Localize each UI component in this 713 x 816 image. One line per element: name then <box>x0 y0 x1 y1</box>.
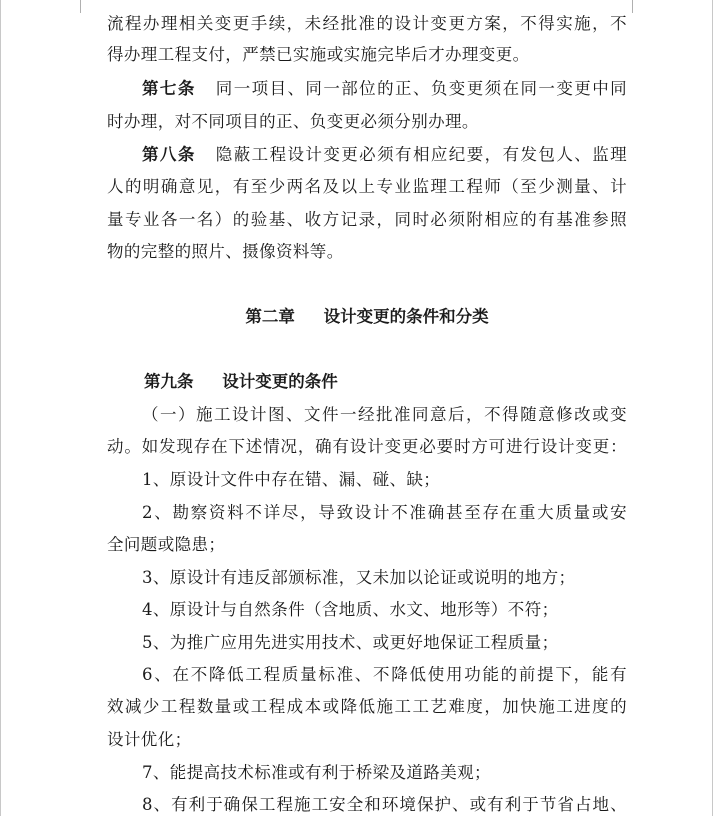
article-9-title: 设计变更的条件 <box>222 372 338 391</box>
article-8-line-4: 物的完整的照片、摄像资料等。 <box>107 242 344 261</box>
chapter-heading <box>107 306 627 328</box>
list-item-5: 5、为推广应用先进实用技术、或更好地保证工程质量； <box>142 633 559 652</box>
list-item-8-line-1: 8、有利于确保工程施工安全和环境保护、或有利于节省占地、 <box>142 795 627 814</box>
list-item-4: 4、原设计与自然条件（含地质、水文、地形等）不符； <box>142 600 559 619</box>
paragraph-line: 得办理工程支付，严禁已实施或实施完毕后才办理变更。 <box>107 45 530 64</box>
page-edge-left <box>0 0 1 816</box>
article-8-label: 第八条 <box>142 145 196 164</box>
chapter-title: 设计变更的条件和分类 <box>323 307 489 326</box>
article-9-label: 第九条 <box>144 372 194 391</box>
list-item-6-line-1: 6、在不降低工程质量标准、不降低使用功能的前提下，能有 <box>142 665 627 684</box>
list-item-1: 1、原设计文件中存在错、漏、碰、缺； <box>142 470 441 489</box>
paragraph-line: 流程办理相关变更手续，未经批准的设计变更方案，不得实施，不 <box>107 14 627 33</box>
list-item-3: 3、原设计有违反部颁标准，又未加以论证或说明的地方； <box>142 568 576 587</box>
margin-corner-mark-left <box>80 0 81 13</box>
list-item-2-line-1: 2、勘察资料不详尽，导致设计不准确甚至存在重大质量或安 <box>142 503 627 522</box>
article-8-line-2: 人的明确意见，有至少两名及以上专业监理工程师（至少测量、计 <box>107 177 627 196</box>
article-9-heading <box>144 371 338 393</box>
list-item-6-line-3: 设计优化； <box>107 730 192 749</box>
article-8-text: 隐蔽工程设计变更必须有相应纪要，有发包人、监理 <box>215 145 628 164</box>
article-8-line-1 <box>142 145 627 165</box>
article-7-label: 第七条 <box>142 79 196 98</box>
clause-1-line-2: 动。如发现存在下述情况，确有设计变更必要时方可进行设计变更： <box>107 437 627 456</box>
article-7-line-1 <box>142 79 627 99</box>
chapter-number: 第二章 <box>245 307 295 326</box>
article-7-text: 同一项目、同一部位的正、负变更须在同一变更中同 <box>215 79 628 98</box>
article-8-line-3: 量专业各一名）的验基、收方记录，同时必须附相应的有基准参照 <box>107 210 627 229</box>
article-7-line-2: 时办理，对不同项目的正、负变更必须分别办理。 <box>107 112 479 131</box>
list-item-6-line-2: 效减少工程数量或工程成本或降低施工工艺难度，加快施工进度的 <box>107 697 627 716</box>
clause-1-line-1: （一）施工设计图、文件一经批准同意后，不得随意修改或变 <box>142 405 627 424</box>
list-item-2-line-2: 全问题或隐患； <box>107 535 226 554</box>
margin-corner-mark-right <box>632 0 633 13</box>
list-item-7: 7、能提高技术标准或有利于桥梁及道路美观； <box>142 763 491 782</box>
